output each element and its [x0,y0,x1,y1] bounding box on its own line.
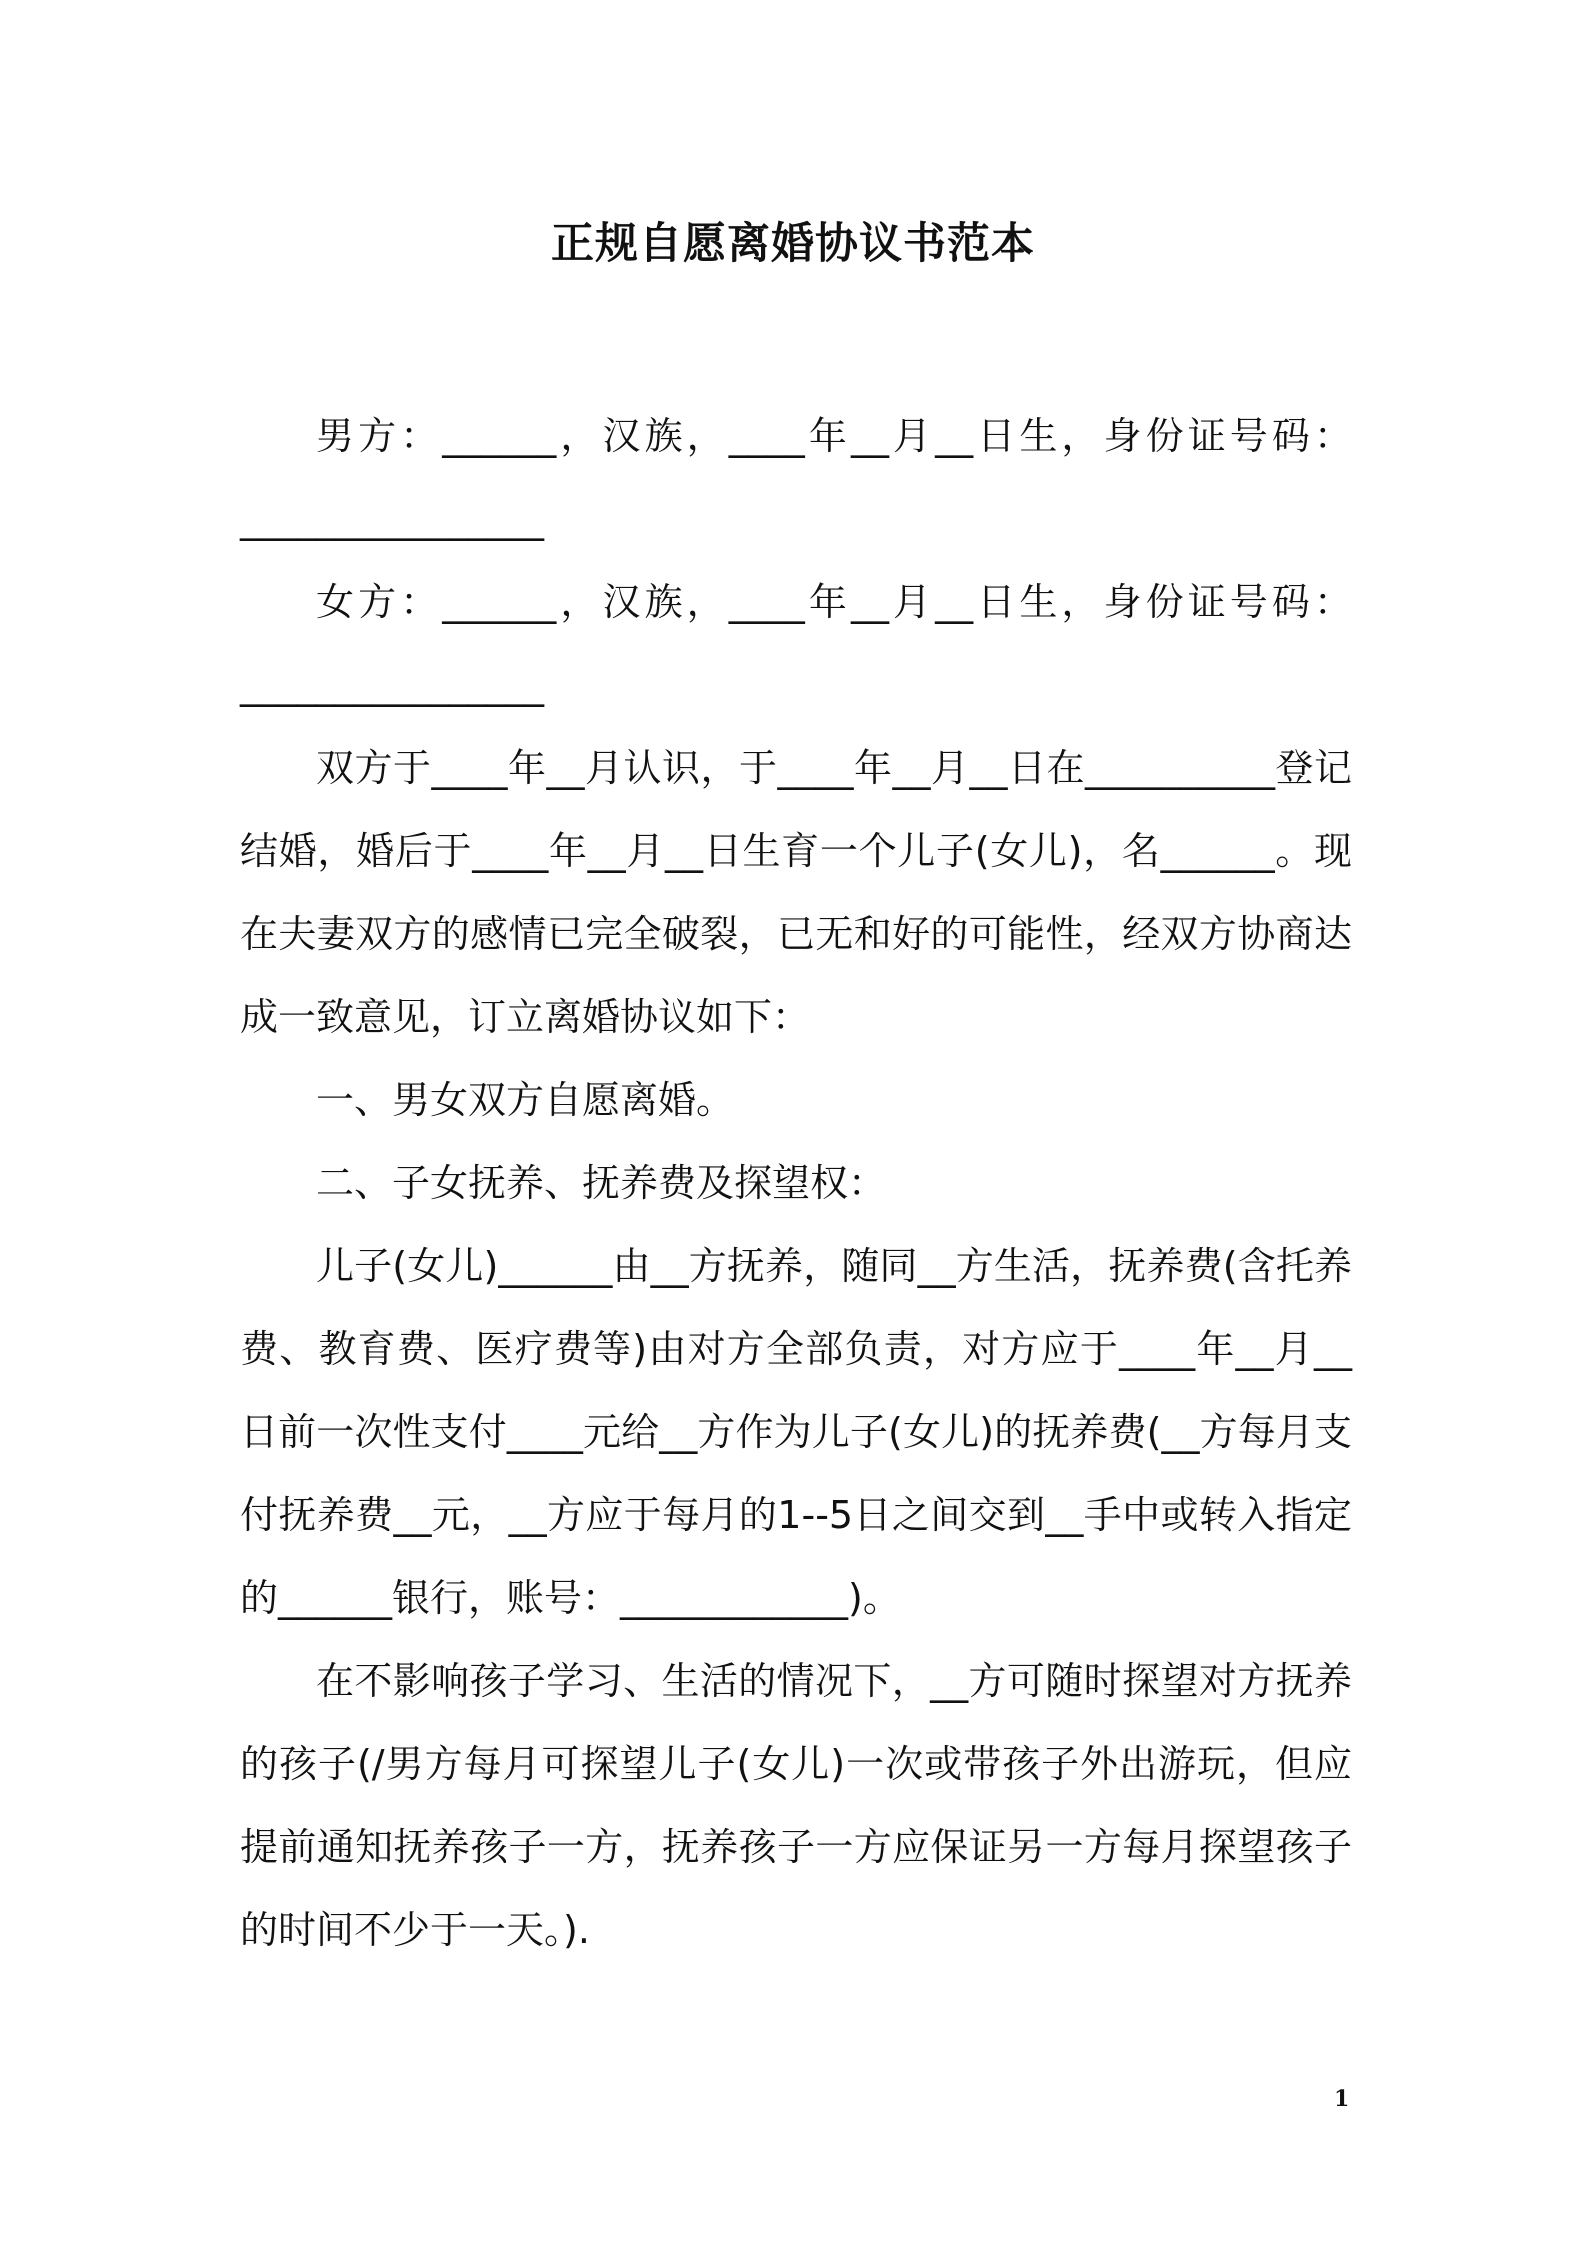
paragraph-visitation-rights: 在不影响孩子学习、生活的情况下，__方可随时探望对方抚养的孩子(/男方每月可探望儿子(女儿)一次或带孩子外出游玩，但应提前通知抚养孩子一方，抚养孩子一方应保证另一方每月探望孩子的时间不少于一天。). [240,1659,1352,1952]
clause-two-heading: 二、子女抚养、抚养费及探望权： [316,1161,887,1205]
paragraph-female-party: 女方：______，汉族，____年__月__日生，身份证号码：________________ [240,580,1352,707]
page-number: 1 [1334,2086,1350,2112]
document-title: 正规自愿离婚协议书范本 [551,219,1035,269]
document-body [240,395,1352,1972]
clause-one: 一、男女双方自愿离婚。 [316,1078,735,1122]
paragraph-male-party: 男方：______，汉族，____年__月__日生，身份证号码：________________ [240,414,1352,541]
paragraph-child-support: 儿子(女儿)______由__方抚养，随同__方生活，抚养费(含托养费、教育费、医疗费等)由对方全部负责，对方应于____年__月__日前一次性支付____元给__方作为儿子(女儿)的抚养费(__方每月支付抚养费__元，__方应于每月的1--5日之间交到__手中或转入指定的______银行，账号：____________)。 [240,1244,1352,1620]
paragraph-marriage-background: 双方于____年__月认识，于____年__月__日在__________登记结婚，婚后于____年__月__日生育一个儿子(女儿)，名______。现在夫妻双方的感情已完全破裂，已无和好的可能性，经双方协商达成一致意见，订立离婚协议如下： [240,746,1352,1039]
